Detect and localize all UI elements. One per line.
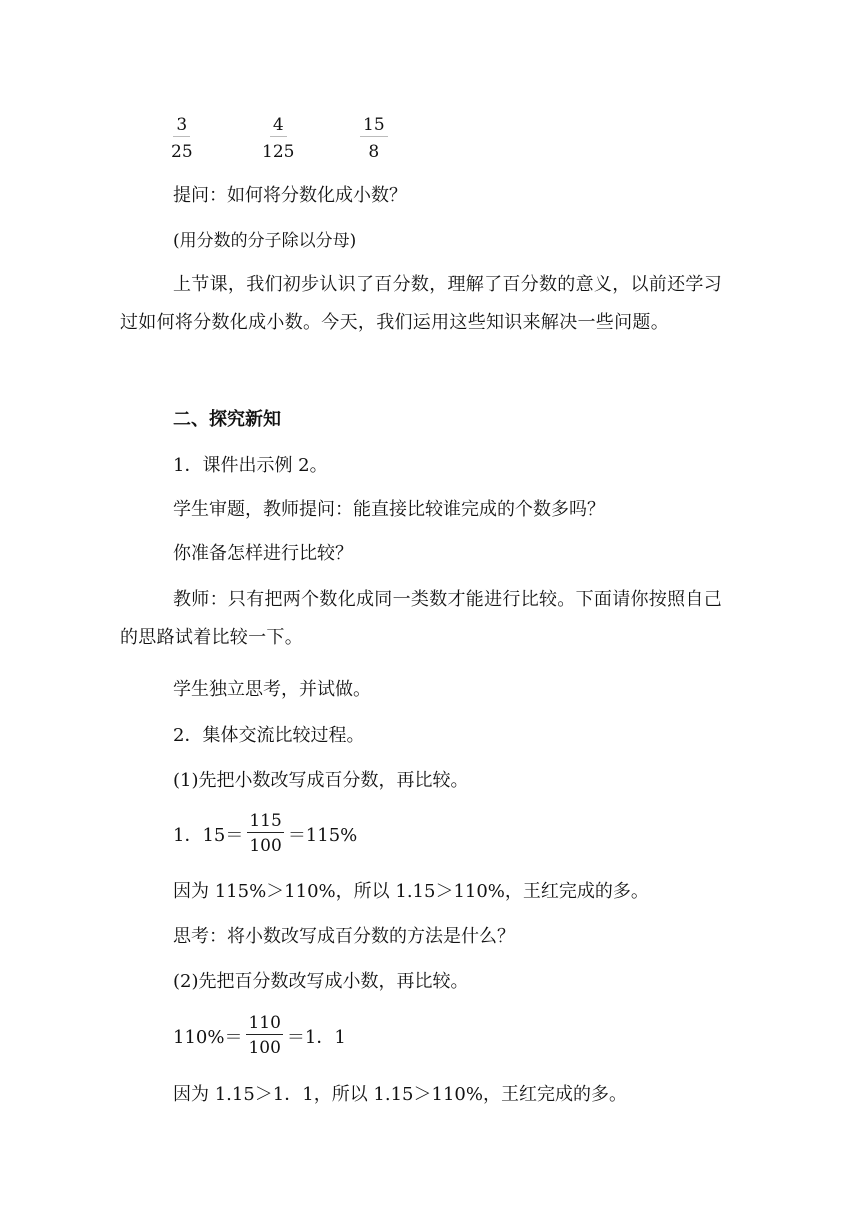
- equation-1: [173, 810, 357, 857]
- equation-rhs: ＝1．1: [286, 1026, 346, 1048]
- fraction-numerator: 4: [270, 114, 287, 137]
- equation-lhs: 1．15＝: [173, 824, 244, 846]
- intro-paragraph: 上节课，我们初步认识了百分数，理解了百分数的意义，以前还学习过如何将分数化成小数。今天，我们运用这些知识来解决一些问题。: [120, 274, 722, 333]
- fraction-denominator: 125: [262, 142, 295, 162]
- fraction-numerator: 3: [173, 114, 190, 137]
- teacher-paragraph: 教师：只有把两个数化成同一类数才能进行比较。下面请你按照自己的思路试着比较一下。: [120, 589, 722, 648]
- equation-fraction: [246, 1012, 282, 1059]
- equation-rhs: ＝115%: [287, 824, 358, 846]
- fraction-1: [168, 114, 196, 163]
- fraction-3: [360, 114, 388, 163]
- fraction-denominator: 100: [249, 836, 282, 856]
- step-1: 1．课件出示例 2。: [173, 455, 328, 476]
- review-question: 学生审题，教师提问：能直接比较谁完成的个数多吗？: [173, 499, 605, 520]
- answer-note: (用分数的分子除以分母): [173, 231, 357, 251]
- fraction-denominator: 25: [171, 142, 193, 162]
- fraction-denominator: 8: [368, 142, 380, 162]
- think-question: 思考：将小数改写成百分数的方法是什么？: [173, 926, 515, 947]
- because-2: 因为 1.15＞1．1，所以 1.15＞110%，王红完成的多。: [173, 1084, 627, 1105]
- method-2: (2)先把百分数改写成小数，再比较。: [173, 971, 469, 992]
- fraction-denominator: 100: [248, 1038, 281, 1058]
- equation-lhs: 110%＝: [173, 1026, 243, 1048]
- because-1: 因为 115%＞110%，所以 1.15＞110%，王红完成的多。: [173, 881, 649, 902]
- equation-2: [173, 1012, 346, 1059]
- question-text: 提问：如何将分数化成小数？: [173, 185, 407, 206]
- how-compare-question: 你准备怎样进行比较？: [173, 543, 353, 564]
- equation-fraction: [247, 810, 283, 857]
- independent-work: 学生独立思考，并试做。: [173, 679, 371, 700]
- fraction-2: [259, 114, 297, 163]
- fraction-numerator: 115: [249, 811, 282, 831]
- fraction-numerator: 15: [360, 114, 388, 137]
- section-heading: 二、探究新知: [173, 409, 281, 430]
- fraction-numerator: 110: [248, 1013, 281, 1033]
- method-1: (1)先把小数改写成百分数，再比较。: [173, 770, 469, 791]
- step-2: 2．集体交流比较过程。: [173, 725, 365, 746]
